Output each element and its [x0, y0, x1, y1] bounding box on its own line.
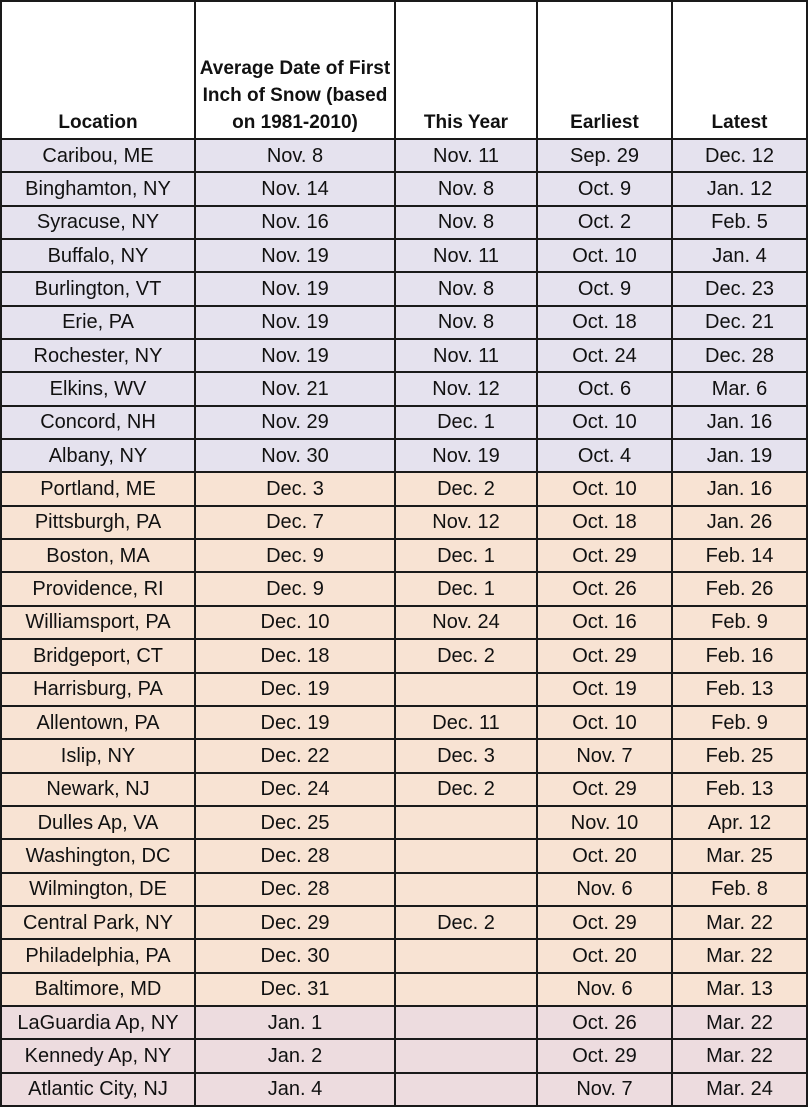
earliest-cell: Oct. 26 — [537, 572, 672, 605]
location-cell: Islip, NY — [1, 739, 195, 772]
average-date-cell: Nov. 16 — [195, 206, 395, 239]
latest-cell: Jan. 19 — [672, 439, 807, 472]
this-year-cell: Dec. 2 — [395, 773, 537, 806]
this-year-cell — [395, 873, 537, 906]
this-year-cell: Dec. 3 — [395, 739, 537, 772]
earliest-cell: Oct. 6 — [537, 372, 672, 405]
latest-cell: Dec. 12 — [672, 139, 807, 172]
latest-cell: Dec. 21 — [672, 306, 807, 339]
location-cell: Pittsburgh, PA — [1, 506, 195, 539]
this-year-cell: Nov. 19 — [395, 439, 537, 472]
table-row — [1, 406, 807, 439]
latest-cell: Mar. 25 — [672, 839, 807, 872]
header-earliest: Earliest — [537, 1, 672, 139]
table-row — [1, 206, 807, 239]
average-date-cell: Nov. 8 — [195, 139, 395, 172]
location-cell: Allentown, PA — [1, 706, 195, 739]
table-row — [1, 306, 807, 339]
location-cell: Harrisburg, PA — [1, 673, 195, 706]
table-row — [1, 472, 807, 505]
latest-cell: Jan. 4 — [672, 239, 807, 272]
earliest-cell: Oct. 29 — [537, 773, 672, 806]
location-cell: Central Park, NY — [1, 906, 195, 939]
location-cell: Dulles Ap, VA — [1, 806, 195, 839]
average-date-cell: Nov. 29 — [195, 406, 395, 439]
average-date-cell: Dec. 18 — [195, 639, 395, 672]
table-row — [1, 806, 807, 839]
table-row — [1, 606, 807, 639]
table-row — [1, 739, 807, 772]
this-year-cell: Dec. 11 — [395, 706, 537, 739]
average-date-cell: Nov. 19 — [195, 239, 395, 272]
table-row — [1, 673, 807, 706]
table-row — [1, 1006, 807, 1039]
table-row — [1, 1073, 807, 1106]
average-date-cell: Nov. 19 — [195, 272, 395, 305]
this-year-cell — [395, 1006, 537, 1039]
average-date-cell: Nov. 21 — [195, 372, 395, 405]
this-year-cell: Nov. 8 — [395, 206, 537, 239]
this-year-cell: Dec. 2 — [395, 906, 537, 939]
this-year-cell: Nov. 11 — [395, 139, 537, 172]
earliest-cell: Oct. 10 — [537, 706, 672, 739]
this-year-cell — [395, 939, 537, 972]
average-date-cell: Dec. 22 — [195, 739, 395, 772]
this-year-cell — [395, 973, 537, 1006]
average-date-cell: Dec. 25 — [195, 806, 395, 839]
location-cell: Williamsport, PA — [1, 606, 195, 639]
earliest-cell: Oct. 9 — [537, 272, 672, 305]
latest-cell: Feb. 9 — [672, 606, 807, 639]
latest-cell: Apr. 12 — [672, 806, 807, 839]
location-cell: Providence, RI — [1, 572, 195, 605]
earliest-cell: Nov. 10 — [537, 806, 672, 839]
earliest-cell: Oct. 10 — [537, 472, 672, 505]
this-year-cell: Nov. 12 — [395, 372, 537, 405]
earliest-cell: Oct. 4 — [537, 439, 672, 472]
this-year-cell: Nov. 8 — [395, 306, 537, 339]
earliest-cell: Oct. 16 — [537, 606, 672, 639]
header-this-year: This Year — [395, 1, 537, 139]
this-year-cell: Nov. 11 — [395, 339, 537, 372]
average-date-cell: Dec. 9 — [195, 572, 395, 605]
latest-cell: Mar. 22 — [672, 1006, 807, 1039]
average-date-cell: Dec. 10 — [195, 606, 395, 639]
table-row — [1, 906, 807, 939]
table-row — [1, 939, 807, 972]
table-row — [1, 506, 807, 539]
earliest-cell: Oct. 18 — [537, 306, 672, 339]
earliest-cell: Nov. 6 — [537, 973, 672, 1006]
table-row — [1, 773, 807, 806]
average-date-cell: Dec. 28 — [195, 873, 395, 906]
location-cell: Syracuse, NY — [1, 206, 195, 239]
earliest-cell: Nov. 7 — [537, 1073, 672, 1106]
latest-cell: Jan. 16 — [672, 406, 807, 439]
earliest-cell: Nov. 7 — [537, 739, 672, 772]
earliest-cell: Oct. 19 — [537, 673, 672, 706]
average-date-cell: Dec. 28 — [195, 839, 395, 872]
this-year-cell — [395, 673, 537, 706]
earliest-cell: Oct. 20 — [537, 939, 672, 972]
average-date-cell: Dec. 3 — [195, 472, 395, 505]
earliest-cell: Sep. 29 — [537, 139, 672, 172]
latest-cell: Dec. 28 — [672, 339, 807, 372]
earliest-cell: Oct. 29 — [537, 639, 672, 672]
this-year-cell: Dec. 2 — [395, 639, 537, 672]
location-cell: Washington, DC — [1, 839, 195, 872]
table-row — [1, 639, 807, 672]
table-row — [1, 172, 807, 205]
latest-cell: Mar. 22 — [672, 1039, 807, 1072]
latest-cell: Jan. 26 — [672, 506, 807, 539]
latest-cell: Mar. 13 — [672, 973, 807, 1006]
this-year-cell: Nov. 8 — [395, 172, 537, 205]
table-row — [1, 239, 807, 272]
location-cell: Caribou, ME — [1, 139, 195, 172]
location-cell: Portland, ME — [1, 472, 195, 505]
this-year-cell — [395, 806, 537, 839]
table-row — [1, 706, 807, 739]
location-cell: Buffalo, NY — [1, 239, 195, 272]
latest-cell: Feb. 13 — [672, 773, 807, 806]
earliest-cell: Oct. 10 — [537, 239, 672, 272]
header-average-date: Average Date of First Inch of Snow (based on 1981-2010) — [195, 1, 395, 139]
header-row — [1, 1, 807, 139]
average-date-cell: Dec. 9 — [195, 539, 395, 572]
table-row — [1, 372, 807, 405]
table-row — [1, 839, 807, 872]
table-row — [1, 973, 807, 1006]
latest-cell: Jan. 12 — [672, 172, 807, 205]
average-date-cell: Nov. 19 — [195, 306, 395, 339]
latest-cell: Feb. 14 — [672, 539, 807, 572]
latest-cell: Feb. 16 — [672, 639, 807, 672]
this-year-cell: Dec. 1 — [395, 572, 537, 605]
table-header — [1, 1, 807, 139]
this-year-cell: Dec. 1 — [395, 406, 537, 439]
this-year-cell: Nov. 8 — [395, 272, 537, 305]
location-cell: Rochester, NY — [1, 339, 195, 372]
earliest-cell: Oct. 29 — [537, 539, 672, 572]
this-year-cell — [395, 1073, 537, 1106]
average-date-cell: Dec. 7 — [195, 506, 395, 539]
earliest-cell: Oct. 18 — [537, 506, 672, 539]
average-date-cell: Nov. 14 — [195, 172, 395, 205]
location-cell: Burlington, VT — [1, 272, 195, 305]
table-row — [1, 339, 807, 372]
earliest-cell: Oct. 24 — [537, 339, 672, 372]
average-date-cell: Dec. 30 — [195, 939, 395, 972]
average-date-cell: Nov. 19 — [195, 339, 395, 372]
latest-cell: Mar. 6 — [672, 372, 807, 405]
average-date-cell: Dec. 24 — [195, 773, 395, 806]
location-cell: Wilmington, DE — [1, 873, 195, 906]
table-row — [1, 272, 807, 305]
latest-cell: Feb. 8 — [672, 873, 807, 906]
table-row — [1, 873, 807, 906]
average-date-cell: Dec. 19 — [195, 673, 395, 706]
latest-cell: Feb. 9 — [672, 706, 807, 739]
location-cell: Albany, NY — [1, 439, 195, 472]
earliest-cell: Oct. 20 — [537, 839, 672, 872]
latest-cell: Mar. 24 — [672, 1073, 807, 1106]
latest-cell: Mar. 22 — [672, 906, 807, 939]
average-date-cell: Jan. 4 — [195, 1073, 395, 1106]
location-cell: Binghamton, NY — [1, 172, 195, 205]
location-cell: Concord, NH — [1, 406, 195, 439]
table-row — [1, 139, 807, 172]
earliest-cell: Oct. 29 — [537, 1039, 672, 1072]
this-year-cell — [395, 839, 537, 872]
location-cell: Philadelphia, PA — [1, 939, 195, 972]
location-cell: Atlantic City, NJ — [1, 1073, 195, 1106]
earliest-cell: Oct. 9 — [537, 172, 672, 205]
table-row — [1, 439, 807, 472]
location-cell: LaGuardia Ap, NY — [1, 1006, 195, 1039]
average-date-cell: Nov. 30 — [195, 439, 395, 472]
this-year-cell: Nov. 11 — [395, 239, 537, 272]
earliest-cell: Nov. 6 — [537, 873, 672, 906]
table-row — [1, 1039, 807, 1072]
average-date-cell: Jan. 1 — [195, 1006, 395, 1039]
latest-cell: Jan. 16 — [672, 472, 807, 505]
earliest-cell: Oct. 26 — [537, 1006, 672, 1039]
latest-cell: Mar. 22 — [672, 939, 807, 972]
this-year-cell: Dec. 2 — [395, 472, 537, 505]
location-cell: Kennedy Ap, NY — [1, 1039, 195, 1072]
location-cell: Elkins, WV — [1, 372, 195, 405]
average-date-cell: Dec. 19 — [195, 706, 395, 739]
latest-cell: Feb. 13 — [672, 673, 807, 706]
this-year-cell: Dec. 1 — [395, 539, 537, 572]
table-row — [1, 572, 807, 605]
this-year-cell: Nov. 24 — [395, 606, 537, 639]
location-cell: Boston, MA — [1, 539, 195, 572]
earliest-cell: Oct. 10 — [537, 406, 672, 439]
table-body — [1, 139, 807, 1106]
header-latest: Latest — [672, 1, 807, 139]
latest-cell: Feb. 26 — [672, 572, 807, 605]
average-date-cell: Dec. 29 — [195, 906, 395, 939]
latest-cell: Dec. 23 — [672, 272, 807, 305]
average-date-cell: Dec. 31 — [195, 973, 395, 1006]
latest-cell: Feb. 25 — [672, 739, 807, 772]
average-date-cell: Jan. 2 — [195, 1039, 395, 1072]
this-year-cell — [395, 1039, 537, 1072]
location-cell: Baltimore, MD — [1, 973, 195, 1006]
table-row — [1, 539, 807, 572]
latest-cell: Feb. 5 — [672, 206, 807, 239]
this-year-cell: Nov. 12 — [395, 506, 537, 539]
header-location: Location — [1, 1, 195, 139]
earliest-cell: Oct. 2 — [537, 206, 672, 239]
location-cell: Newark, NJ — [1, 773, 195, 806]
earliest-cell: Oct. 29 — [537, 906, 672, 939]
location-cell: Erie, PA — [1, 306, 195, 339]
location-cell: Bridgeport, CT — [1, 639, 195, 672]
